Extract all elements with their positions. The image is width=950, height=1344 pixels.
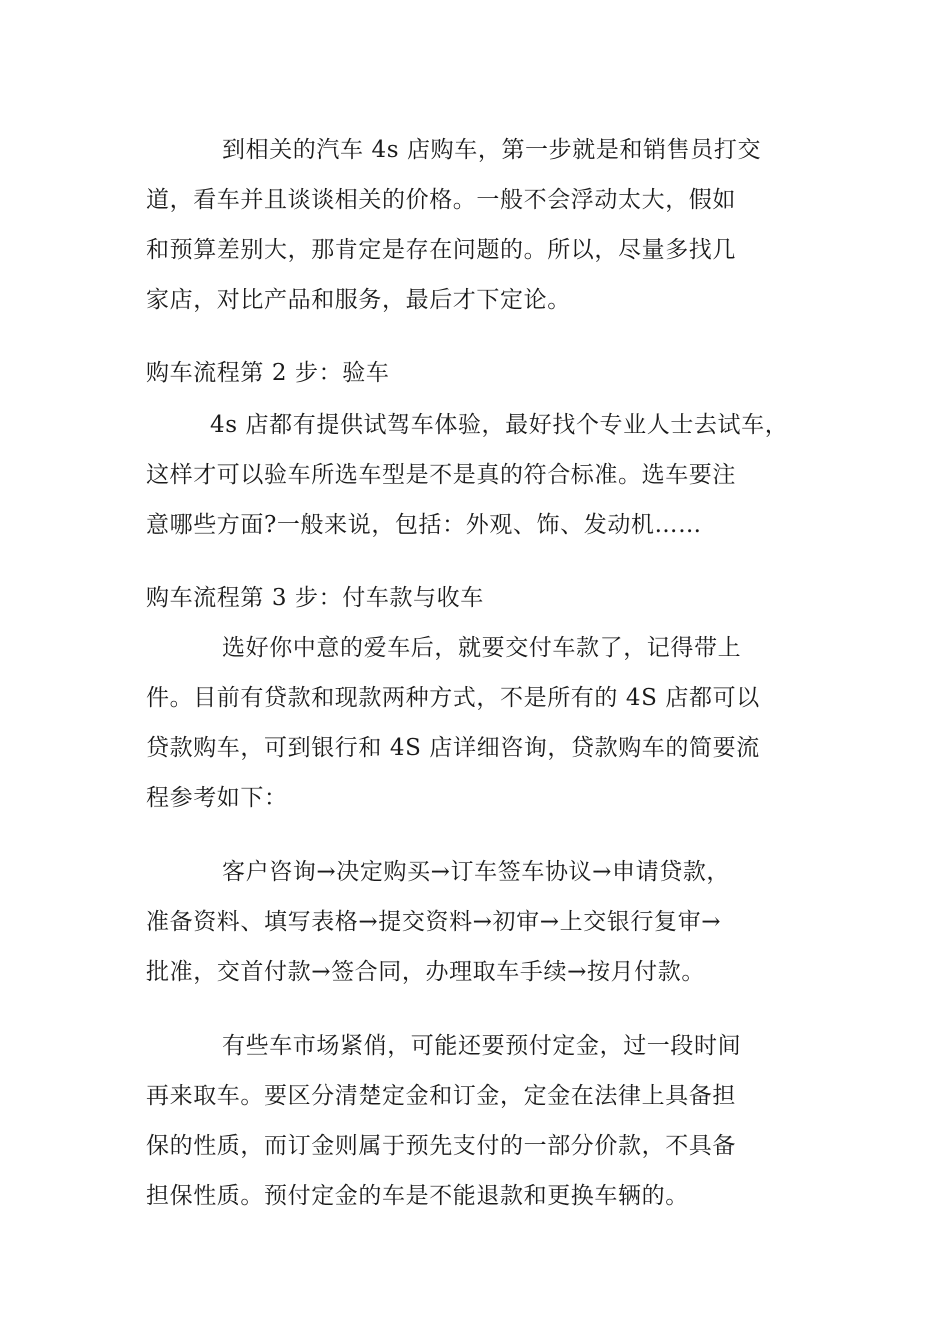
paragraph-2-line-1: 4s 店都有提供试驾车体验，最好找个专业人士去试车， (210, 412, 789, 438)
paragraph-1-line-4: 家店，对比产品和服务，最后才下定论。 (146, 287, 571, 313)
step-2-heading: 购车流程第 2 步：验车 (146, 360, 390, 386)
paragraph-2-line-3: 意哪些方面?一般来说，包括：外观、饰、发动机…… (146, 512, 702, 538)
paragraph-1-line-2: 道，看车并且谈谈相关的价格。一般不会浮动太大，假如 (146, 187, 736, 213)
process-flow-line-2: 准备资料、填写表格→提交资料→初审→上交银行复审→ (146, 909, 722, 935)
paragraph-1-line-1: 到相关的汽车 4s 店购车，第一步就是和销售员打交 (222, 137, 762, 163)
paragraph-5-line-4: 担保性质。预付定金的车是不能退款和更换车辆的。 (146, 1183, 689, 1209)
paragraph-5-line-2: 再来取车。要区分清楚定金和订金，定金在法律上具备担 (146, 1083, 736, 1109)
step-3-heading: 购车流程第 3 步：付车款与收车 (146, 585, 484, 611)
paragraph-3-line-1: 选好你中意的爱车后，就要交付车款了，记得带上 (222, 635, 742, 661)
paragraph-3-line-3: 贷款购车，可到银行和 4S 店详细咨询，贷款购车的简要流 (146, 735, 760, 761)
process-flow-line-1: 客户咨询→决定购买→订车签车协议→申请贷款， (222, 859, 731, 885)
process-flow-line-3: 批准，交首付款→签合同，办理取车手续→按月付款。 (146, 959, 705, 985)
paragraph-3-line-4: 程参考如下： (146, 785, 288, 811)
paragraph-5-line-1: 有些车市场紧俏，可能还要预付定金，过一段时间 (222, 1033, 742, 1059)
paragraph-2-line-2: 这样才可以验车所选车型是不是真的符合标准。选车要注 (146, 462, 736, 488)
paragraph-3-line-2: 件。目前有贷款和现款两种方式，不是所有的 4S 店都可以 (146, 685, 760, 711)
paragraph-5-line-3: 保的性质，而订金则属于预先支付的一部分价款，不具备 (146, 1133, 736, 1159)
paragraph-1-line-3: 和预算差别大，那肯定是存在问题的。所以，尽量多找几 (146, 237, 736, 263)
